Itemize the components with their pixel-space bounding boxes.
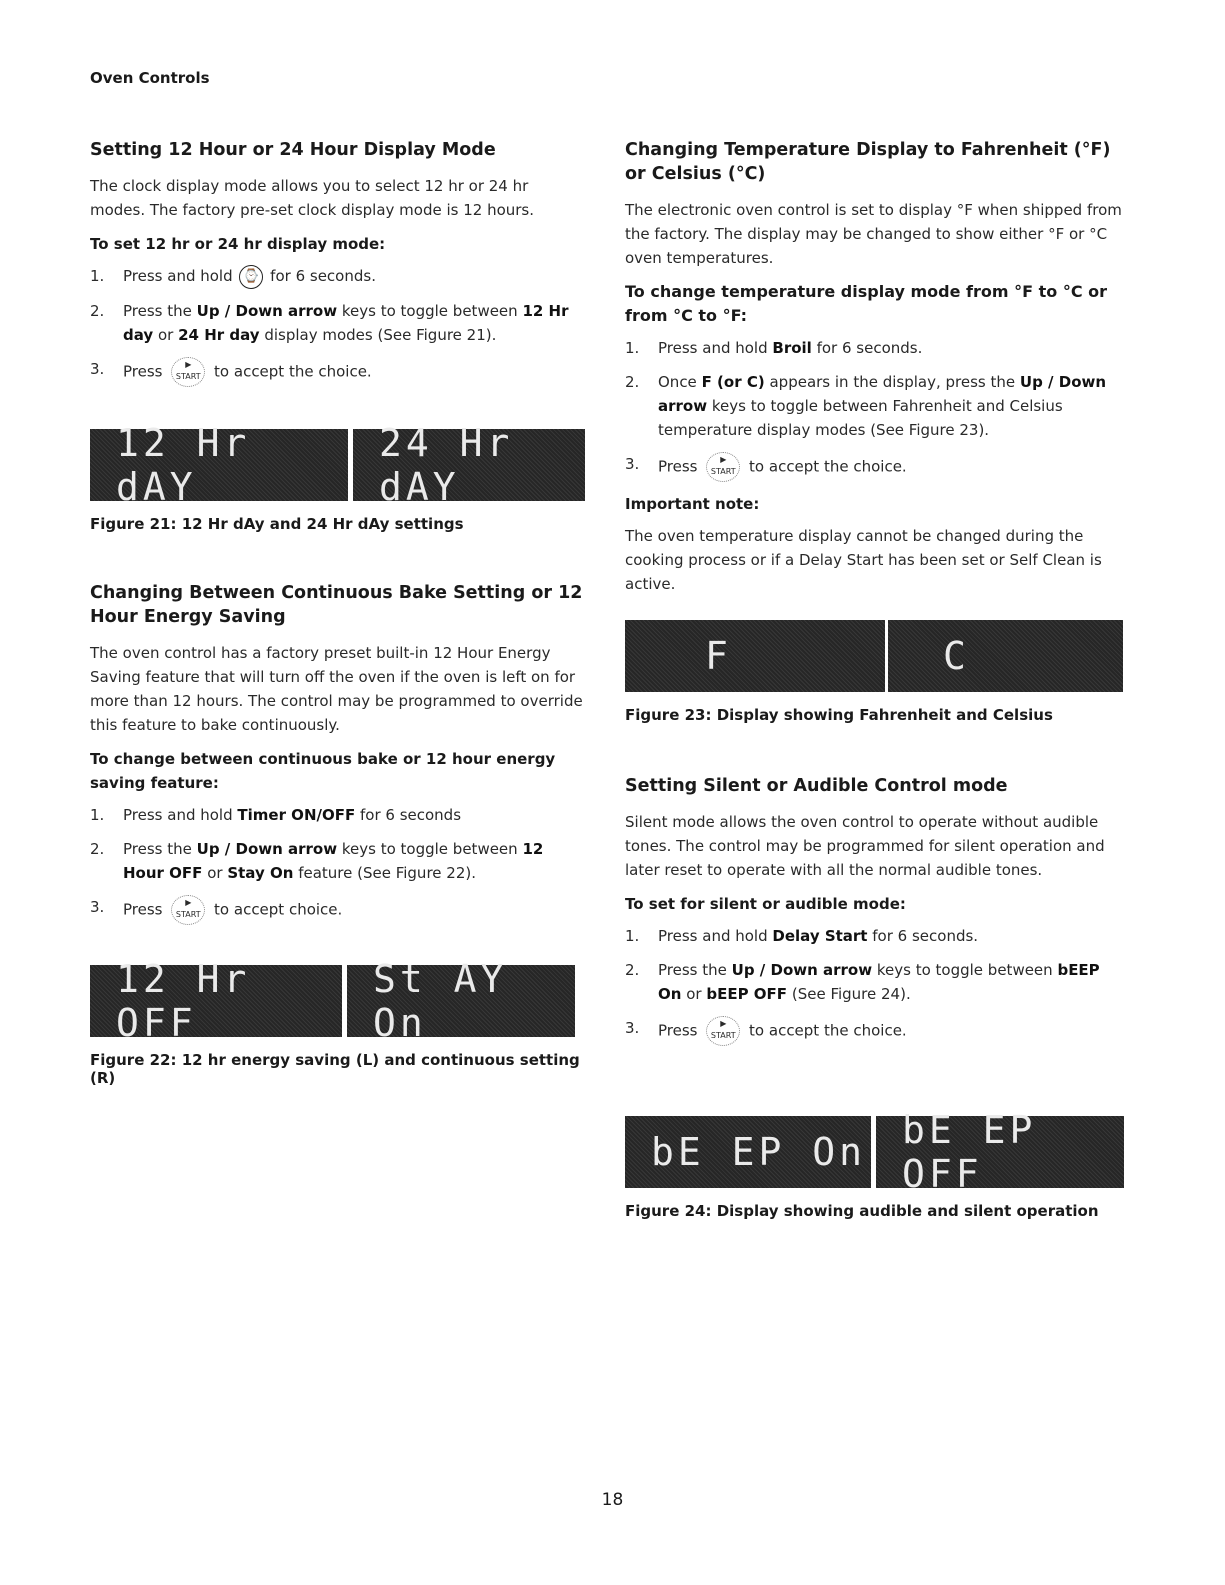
step-1: 1. Press and hold Timer ON/OFF for 6 seconds xyxy=(90,805,462,824)
section-title: Changing Temperature Display to Fahrenheit (°F) or Celsius (°C) xyxy=(625,140,1111,184)
step-2: 2. Once F (or C) appears in the display, press the Up / Down arrow keys to toggle between Fahrenheit and Celsius temperature display modes (See Figure 23). xyxy=(625,373,1107,439)
section-title: Changing Between Continuous Bake Setting or 12 Hour Energy Saving xyxy=(90,582,583,627)
page-number: 18 xyxy=(601,1490,624,1510)
start-icon: ▶ START xyxy=(706,1016,740,1046)
section-subheading: To set 12 hr or 24 hr display mode: xyxy=(90,235,386,253)
step-3: 3. Press ▶ START to accept the choice. xyxy=(625,1016,1125,1046)
display-panel-celsius: C xyxy=(888,620,1123,692)
section-body: The clock display mode allows you to select 12 hr or 24 hr modes. The factory pre-set clock display mode is 12 hours. xyxy=(90,177,535,219)
start-icon: ▶ START xyxy=(706,452,740,482)
step-3: 3. Press ▶ START to accept the choice. xyxy=(90,357,585,387)
figure-caption: Figure 23: Display showing Fahrenheit and Celsius xyxy=(625,706,1053,724)
figure-22 xyxy=(90,956,585,1045)
start-icon: ▶ START xyxy=(171,357,205,387)
step-3: 3. Press ▶ START to accept choice. xyxy=(90,895,585,925)
step-list xyxy=(90,803,585,925)
section-body: The electronic oven control is set to display °F when shipped from the factory. The display may be changed to show either °F or °C oven temperatures. xyxy=(625,201,1122,267)
figure-21 xyxy=(90,420,585,509)
figure-caption: Figure 24: Display showing audible and silent operation xyxy=(625,1202,1099,1220)
display-panel-12hr-off: 12 Hr OFF xyxy=(90,965,342,1037)
step-1: 1. Press and hold Broil for 6 seconds. xyxy=(625,339,923,357)
left-column xyxy=(90,138,585,1087)
section-subheading: To change between continuous bake or 12 hour energy saving feature: xyxy=(90,749,556,792)
start-icon: ▶ START xyxy=(171,895,205,925)
important-note-body: The oven temperature display cannot be changed during the cooking process or if a Delay Start has been set or Self Clean is active. xyxy=(625,527,1102,593)
clock-icon: ⌚ xyxy=(239,265,263,289)
figure-23 xyxy=(625,620,1125,692)
important-note-label: Important note: xyxy=(625,495,760,513)
display-panel-beep-on: bE EP On xyxy=(625,1116,871,1188)
step-list xyxy=(625,336,1125,482)
step-list xyxy=(625,924,1125,1046)
display-panel-12hr-day: 12 Hr dAY xyxy=(90,429,348,501)
section-silent-audible xyxy=(625,774,1125,1220)
section-subheading: To set for silent or audible mode: xyxy=(625,895,906,913)
figure-24 xyxy=(625,1108,1125,1196)
section-12-24-hour xyxy=(90,138,585,533)
figure-caption: Figure 22: 12 hr energy saving (L) and continuous setting (R) xyxy=(90,1050,580,1087)
display-panel-beep-off: bE EP OFF xyxy=(876,1116,1124,1188)
step-1: 1. Press and hold Delay Start for 6 seconds. xyxy=(625,927,979,945)
figure-caption: Figure 21: 12 Hr dAy and 24 Hr dAy settings xyxy=(90,514,464,533)
display-panel-fahrenheit: F xyxy=(625,620,885,692)
display-panel-24hr-day: 24 Hr dAY xyxy=(353,429,585,501)
section-title: Setting 12 Hour or 24 Hour Display Mode xyxy=(90,140,496,160)
step-2: 2. Press the Up / Down arrow keys to toggle between 12 Hour OFF or Stay On feature (See Figure 22). xyxy=(90,839,544,882)
section-body: The oven control has a factory preset built-in 12 Hour Energy Saving feature that will turn off the oven if the oven is left on for more than 12 hours. The control may be programmed to override this feature to bake continuously. xyxy=(90,643,583,734)
step-2: 2. Press the Up / Down arrow keys to toggle between bEEP On or bEEP OFF (See Figure 24). xyxy=(625,961,1100,1003)
step-list xyxy=(90,264,585,387)
step-2: 2. Press the Up / Down arrow keys to toggle between 12 Hr day or 24 Hr day display modes (See Figure 21). xyxy=(90,301,569,344)
step-3: 3. Press ▶ START to accept the choice. xyxy=(625,452,1125,482)
step-1: 1. Press and hold ⌚ for 6 seconds. xyxy=(90,264,585,289)
section-subheading: To change temperature display mode from °F to °C or from °C to °F: xyxy=(625,282,1108,325)
section-title: Setting Silent or Audible Control mode xyxy=(625,776,1008,796)
right-column xyxy=(625,138,1125,1220)
section-fahrenheit-celsius xyxy=(625,138,1125,724)
page-header: Oven Controls xyxy=(90,69,210,87)
section-body: Silent mode allows the oven control to operate without audible tones. The control may be programmed for silent operation and later reset to operate with all the normal audible tones. xyxy=(625,813,1105,879)
section-continuous-bake xyxy=(90,581,585,1087)
display-panel-stay-on: St AY On xyxy=(347,965,575,1037)
